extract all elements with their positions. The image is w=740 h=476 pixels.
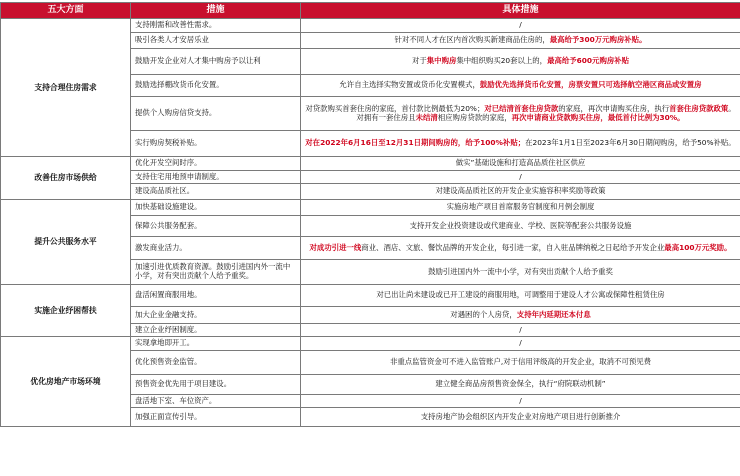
highlighted-text: 支持年内延期还本付息 xyxy=(516,309,591,319)
measure-cell: 盘活闲置商服用地。 xyxy=(131,285,301,307)
detail-cell xyxy=(301,157,740,171)
detail-cell xyxy=(301,75,740,97)
detail-text: 对贷款购买首套住房的家庭，首付款比例最低为20%； xyxy=(305,103,485,113)
detail-text: / xyxy=(519,20,522,30)
measure-cell: 支持刚需和改善性需求。 xyxy=(131,19,301,33)
detail-text: 建立健全商品房预售资金保全，执行“府院联动机制” xyxy=(435,379,606,389)
detail-cell xyxy=(301,408,740,427)
detail-text: 在2023年1月1日至2023年6月30日期间购房，给予50%补贴。 xyxy=(525,138,736,148)
detail-text: 允许自主选择实物安置或货币化安置模式， xyxy=(339,80,480,90)
measure-cell: 保障公共服务配套。 xyxy=(131,216,301,237)
header-aspect: 五大方面 xyxy=(1,3,131,19)
highlighted-text: 集中购房 xyxy=(426,56,457,66)
detail-text: 对于 xyxy=(411,56,427,66)
detail-cell xyxy=(301,131,740,157)
highlighted-text: 鼓励优先选择货币化安置，房票安置只可选择航空港区商品或安置房 xyxy=(479,80,702,90)
measure-cell: 加快基础设施建设。 xyxy=(131,200,301,216)
detail-cell xyxy=(301,33,740,49)
measure-cell: 优化开发空间时序。 xyxy=(131,157,301,171)
detail-text: 支持开发企业投资建设或代建商业、学校、医院等配套公共服务设施 xyxy=(409,220,632,230)
detail-text: 对建设高品质社区的开发企业实施容积率奖励等政策 xyxy=(435,186,606,196)
detail-text: / xyxy=(519,324,522,334)
detail-cell xyxy=(301,324,740,337)
table-body xyxy=(1,19,740,427)
measure-cell: 鼓励选择棚改货币化安置。 xyxy=(131,75,301,97)
detail-cell xyxy=(301,216,740,237)
detail-text: 对遇困的个人房贷， xyxy=(450,309,517,319)
highlighted-text: 最高给予600元购房补贴 xyxy=(547,56,630,66)
detail-cell xyxy=(301,19,740,33)
table-row xyxy=(1,200,740,216)
table-row xyxy=(1,19,740,33)
detail-cell xyxy=(301,375,740,395)
measure-cell: 加大企业金融支持。 xyxy=(131,307,301,324)
measure-cell: 盘活地下室、车位资产。 xyxy=(131,395,301,408)
measure-cell: 预售资金优先用于项目建设。 xyxy=(131,375,301,395)
detail-cell xyxy=(301,200,740,216)
policy-table xyxy=(0,2,740,427)
detail-cell xyxy=(301,97,740,131)
measure-cell: 吸引各类人才安居乐业 xyxy=(131,33,301,49)
detail-cell xyxy=(301,395,740,408)
measure-cell: 优化预售资金监管。 xyxy=(131,351,301,375)
highlighted-text: 对已结清首套住房贷款 xyxy=(484,103,559,113)
detail-text: 。对拥有一套住房且 xyxy=(356,103,736,122)
detail-cell xyxy=(301,260,740,285)
table-row xyxy=(1,157,740,171)
detail-cell xyxy=(301,184,740,200)
detail-text: 商业、酒店、文旅、餐饮品牌的开发企业，每引进一家，自入驻品牌纳税之日起给予开发企业 xyxy=(361,242,665,252)
detail-text: 实施房地产项目首席服务官制度和月例会制度 xyxy=(446,202,595,212)
detail-cell xyxy=(301,337,740,351)
category-cell: 提升公共服务水平 xyxy=(1,200,131,285)
highlighted-text: 对在2022年6月16日至12月31日期间购房的，给予100%补贴； xyxy=(305,138,526,148)
measure-cell: 提供个人购房信贷支持。 xyxy=(131,97,301,131)
category-cell: 支持合理住房需求 xyxy=(1,19,131,157)
detail-text: 鼓励引进国内外一流中小学，对有突出贡献个人给予重奖 xyxy=(428,266,613,276)
category-cell: 优化房地产市场环境 xyxy=(1,337,131,427)
measure-cell: 激发商业活力。 xyxy=(131,237,301,260)
highlighted-text: 再次申请商业贷款购买住房，最低首付比例为30%。 xyxy=(511,112,685,122)
table-row xyxy=(1,337,740,351)
measure-cell: 实行购房契税补贴。 xyxy=(131,131,301,157)
highlighted-text: 最高给予300万元购房补贴。 xyxy=(549,35,647,45)
highlighted-text: 对成功引进一线 xyxy=(309,242,362,252)
category-cell: 改善住房市场供给 xyxy=(1,157,131,200)
category-cell: 实施企业纾困帮扶 xyxy=(1,285,131,337)
header-measure: 措施 xyxy=(131,3,301,19)
detail-text: 做实”基础设施和打造高品质住社区供应 xyxy=(455,158,586,168)
measure-cell: 支持住宅用地预申请制度。 xyxy=(131,171,301,184)
detail-cell xyxy=(301,285,740,307)
detail-text: / xyxy=(519,395,522,405)
detail-text: 支持房地产协会组织区内开发企业对房地产项目进行创新推介 xyxy=(420,411,621,421)
detail-text: / xyxy=(519,338,522,348)
measure-cell: 加强正面宣传引导。 xyxy=(131,408,301,427)
measure-cell: 实现拿地即开工。 xyxy=(131,337,301,351)
detail-cell xyxy=(301,307,740,324)
detail-text: 非重点监管资金可不进入监管账户,对于信用评级高的开发企业，取消不可预见费 xyxy=(389,357,652,367)
highlighted-text: 最高100万元奖励。 xyxy=(664,242,732,252)
table-row xyxy=(1,285,740,307)
detail-text: 的家庭，再次申请购买住房，执行 xyxy=(558,103,670,113)
table-header-row xyxy=(1,3,740,19)
detail-text: 集中组织购买20套以上的， xyxy=(456,56,548,66)
detail-cell xyxy=(301,49,740,75)
detail-cell xyxy=(301,171,740,184)
measure-cell: 鼓励开发企业对人才集中购房予以让利 xyxy=(131,49,301,75)
measure-cell: 建立企业纾困制度。 xyxy=(131,324,301,337)
highlighted-text: 首套住房贷款政策 xyxy=(669,103,729,113)
detail-text: 针对不同人才在区内首次购买新建商品住房的， xyxy=(394,35,550,45)
highlighted-text: 未结清 xyxy=(415,112,438,122)
measure-cell: 加速引进优质教育资源。鼓励引进国内外一流中小学，对有突出贡献个人给予重奖。 xyxy=(131,260,301,285)
detail-cell xyxy=(301,351,740,375)
detail-text: 对已出让尚未建设或已开工建设的商服用地，可调整用于建设人才公寓或保障性租赁住房 xyxy=(376,290,665,300)
detail-text: 相应购房贷款的家庭， xyxy=(437,112,512,122)
detail-text: / xyxy=(519,171,522,181)
measure-cell: 建设高品质社区。 xyxy=(131,184,301,200)
header-detail: 具体措施 xyxy=(301,3,740,19)
detail-cell xyxy=(301,237,740,260)
